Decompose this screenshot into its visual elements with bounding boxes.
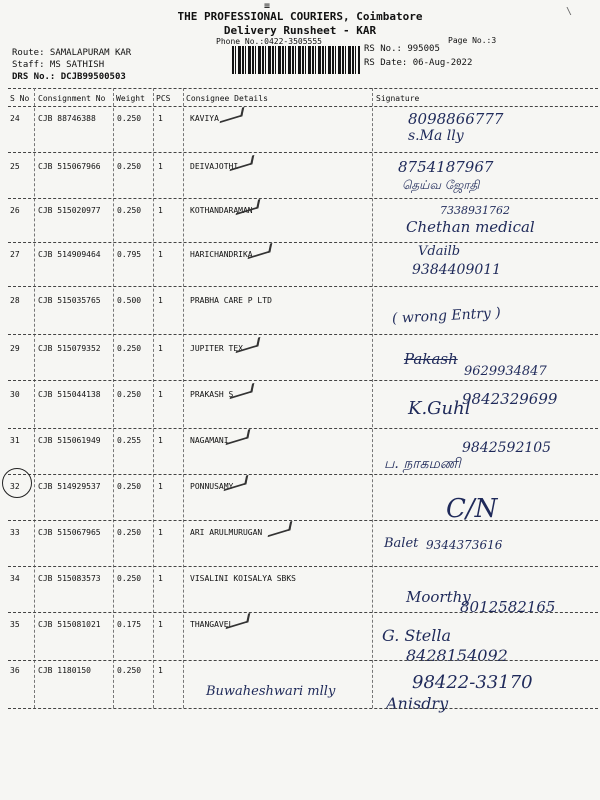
check-mark-icon: [226, 613, 251, 629]
row-divider: [8, 198, 598, 199]
row-consignment: CJB 88746388: [38, 114, 96, 123]
signature-phone: 8098866777: [408, 110, 504, 128]
check-mark-icon: [236, 337, 261, 353]
signature-name: G. Stella: [382, 626, 452, 645]
row-sno: 32: [10, 482, 20, 491]
row-consignment: CJB 514929537: [38, 482, 101, 491]
row-weight: 0.250: [117, 344, 142, 353]
row-divider: [8, 152, 598, 153]
col-weight: Weight: [116, 94, 145, 103]
row-consignee: PRAKASH S: [190, 390, 234, 399]
signature-phone: 9629934847: [464, 364, 547, 379]
handwritten-consignee: Buwaheshwari mlly: [206, 684, 336, 699]
signature-name: 9384409011: [412, 262, 502, 278]
signature-name: Balet: [384, 536, 419, 551]
signature-name: K.Guhl: [408, 398, 471, 419]
row-consignment: CJB 515044138: [38, 390, 101, 399]
row-consignee: NAGAMANI: [190, 436, 229, 445]
row-sno: 27: [10, 250, 20, 259]
row-weight: 0.795: [117, 250, 142, 259]
signature-name: Moorthy: [406, 588, 471, 606]
col-divider: [153, 88, 154, 708]
row-pcs: 1: [158, 296, 163, 305]
signature-phone: Vdailb: [418, 244, 461, 259]
row-pcs: 1: [158, 482, 163, 491]
corner-mark: \: [566, 6, 573, 17]
col-signature: Signature: [376, 94, 420, 103]
signature-name: ப. நாகமணி: [384, 456, 461, 472]
signature-phone: 9842592105: [462, 440, 552, 456]
page-number: Page No.:3: [448, 36, 497, 45]
check-mark-icon: [224, 475, 249, 491]
row-consignment: CJB 515067966: [38, 162, 101, 171]
signature-note: ( wrong Entry ): [391, 305, 502, 327]
col-sno: S No: [10, 94, 30, 103]
row-sno: 33: [10, 528, 20, 537]
row-weight: 0.255: [117, 436, 142, 445]
row-sno: 25: [10, 162, 20, 171]
row-consignee: ARI ARULMURUGAN: [190, 528, 263, 537]
row-pcs: 1: [158, 250, 163, 259]
row-sno: 31: [10, 436, 20, 445]
row-sno: 28: [10, 296, 20, 305]
col-divider: [113, 88, 114, 708]
row-weight: 0.175: [117, 620, 142, 629]
row-weight: 0.250: [117, 482, 142, 491]
row-consignment: CJB 1180150: [38, 666, 91, 675]
check-mark-icon: [248, 243, 273, 259]
header-bottom-rule: [8, 106, 598, 107]
col-divider: [372, 88, 373, 708]
row-weight: 0.250: [117, 390, 142, 399]
check-mark-icon: [230, 383, 255, 399]
row-consignment: CJB 515061949: [38, 436, 101, 445]
row-weight: 0.250: [117, 666, 142, 675]
col-consignment: Consignment No: [38, 94, 106, 103]
row-weight: 0.250: [117, 114, 142, 123]
signature-name: Pakash: [404, 350, 458, 368]
col-consignee: Consignee Details: [186, 94, 268, 103]
row-consignee: DEIVAJOTHI: [190, 162, 239, 171]
company-title: THE PROFESSIONAL COURIERS, Coimbatore: [177, 10, 423, 23]
signature-phone: 9344373616: [426, 538, 503, 552]
row-sno: 26: [10, 206, 20, 215]
row-consignment: CJB 515083573: [38, 574, 101, 583]
row-divider: [8, 334, 598, 335]
staff: Staff: MS SATHISH: [12, 60, 105, 70]
row-consignment: CJB 514909464: [38, 250, 101, 259]
row-pcs: 1: [158, 620, 163, 629]
signature-phone: 8012582165: [460, 598, 556, 616]
barcode: [232, 46, 360, 74]
runsheet-subtitle: Delivery Runsheet - KAR: [223, 24, 377, 37]
signature-note: C/N: [446, 494, 498, 524]
check-mark-icon: [230, 155, 255, 171]
signature-phone: 7338931762: [440, 204, 510, 217]
row-weight: 0.250: [117, 574, 142, 583]
row-divider: [8, 612, 598, 613]
check-mark-icon: [268, 521, 293, 537]
row-sno: 29: [10, 344, 20, 353]
check-mark-icon: [220, 107, 245, 123]
row-weight: 0.250: [117, 162, 142, 171]
row-consignee: VISALINI KOISALYA SBKS: [190, 574, 296, 583]
row-consignment: CJB 515081021: [38, 620, 101, 629]
row-sno: 35: [10, 620, 20, 629]
rs-date: RS Date: 06-Aug-2022: [364, 58, 473, 68]
row-consignee: PONNUSAMY: [190, 482, 234, 491]
top-mark: ≡: [264, 1, 271, 12]
row-divider: [8, 708, 598, 709]
row-pcs: 1: [158, 162, 163, 171]
row-divider: [8, 566, 598, 567]
signature-name: Chethan medical: [406, 218, 535, 236]
row-consignment: CJB 515067965: [38, 528, 101, 537]
row-weight: 0.500: [117, 296, 142, 305]
row-pcs: 1: [158, 436, 163, 445]
row-consignee: THANGAVEL: [190, 620, 234, 629]
row-consignee: JUPITER TEX: [190, 344, 243, 353]
check-mark-icon: [226, 429, 251, 445]
row-consignee: KOTHANDARAMAN: [190, 206, 253, 215]
row-consignee: HARICHANDRIKA: [190, 250, 253, 259]
row-pcs: 1: [158, 666, 163, 675]
signature-name: s.Ma lly: [408, 128, 464, 144]
row-pcs: 1: [158, 528, 163, 537]
row-consignee: PRABHA CARE P LTD: [190, 296, 272, 305]
row-weight: 0.250: [117, 206, 142, 215]
row-consignment: CJB 515035765: [38, 296, 101, 305]
signature-phone: 98422-33170: [412, 672, 533, 693]
row-sno: 30: [10, 390, 20, 399]
row-sno: 36: [10, 666, 20, 675]
row-divider: [8, 474, 598, 475]
row-consignment: CJB 515020977: [38, 206, 101, 215]
row-divider: [8, 428, 598, 429]
header-top-rule: [8, 88, 598, 89]
row-pcs: 1: [158, 206, 163, 215]
signature-phone: 9842329699: [462, 390, 558, 408]
row-sno: 24: [10, 114, 20, 123]
row-weight: 0.250: [117, 528, 142, 537]
row-divider: [8, 286, 598, 287]
signature-phone: 8428154092: [406, 646, 508, 665]
drs-number: DRS No.: DCJB99500503: [12, 72, 126, 82]
row-consignee: KAVIYA: [190, 114, 219, 123]
row-divider: [8, 380, 598, 381]
col-divider: [183, 88, 184, 708]
signature-name: தெய்வ ஜோதி: [402, 178, 480, 192]
row-divider: [8, 242, 598, 243]
row-pcs: 1: [158, 344, 163, 353]
row-pcs: 1: [158, 574, 163, 583]
row-divider: [8, 520, 598, 521]
row-pcs: 1: [158, 114, 163, 123]
phone-number: Phone No.:0422-3505555: [216, 37, 322, 46]
signature-name: Anisdry: [386, 694, 449, 713]
signature-phone: 8754187967: [398, 158, 494, 176]
col-pcs: PCS: [156, 94, 171, 103]
row-consignment: CJB 515079352: [38, 344, 101, 353]
row-pcs: 1: [158, 390, 163, 399]
row-divider: [8, 660, 598, 661]
row-sno: 34: [10, 574, 20, 583]
route: Route: SAMALAPURAM KAR: [12, 48, 132, 58]
rs-number: RS No.: 995005: [364, 44, 440, 54]
col-divider: [34, 88, 35, 708]
